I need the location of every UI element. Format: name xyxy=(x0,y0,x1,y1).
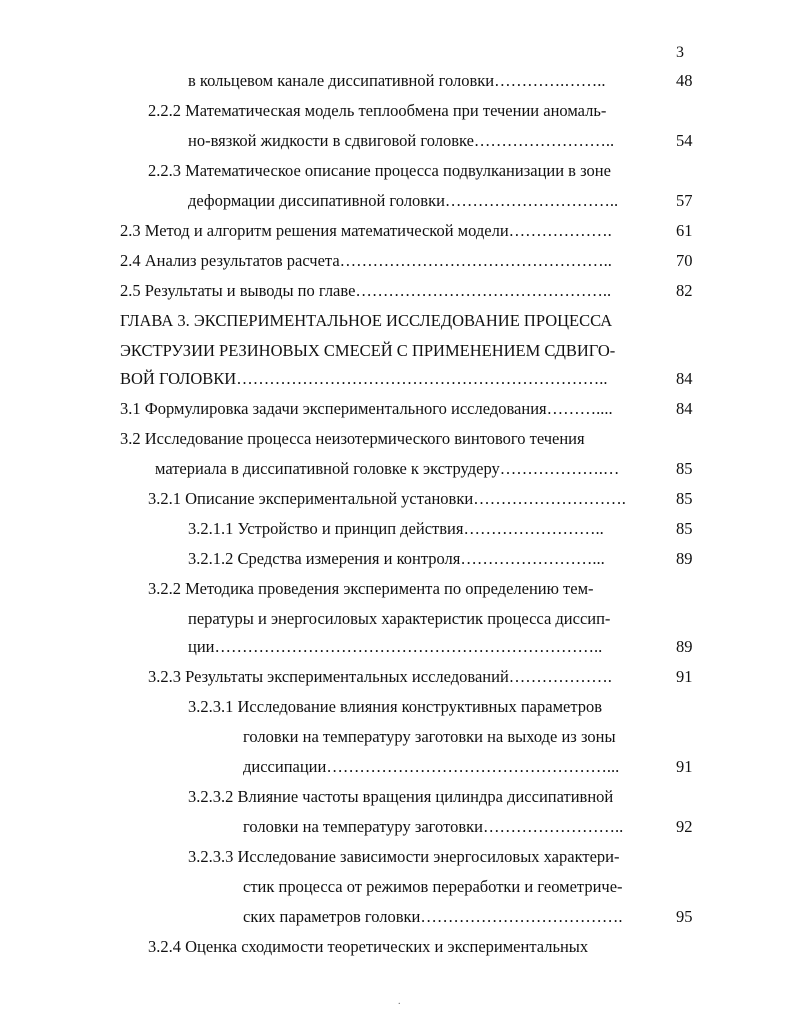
toc-page: 54 xyxy=(676,131,693,150)
toc-line: 3.2.3.3 Исследование зависимости энергосиловых характери- xyxy=(188,847,620,866)
toc-line: 3.2.3.1 Исследование влияния конструктивных параметров xyxy=(188,697,603,716)
toc-line: в кольцевом канале диссипативной головки………….…….. xyxy=(188,71,606,90)
stray-mark: . xyxy=(398,996,401,1007)
toc-line: пературы и энергосиловых характеристик процесса диссип- xyxy=(188,609,611,628)
toc-page: 82 xyxy=(676,281,693,300)
toc-page: 89 xyxy=(676,549,693,568)
chapter-heading-line: ГЛАВА 3. ЭКСПЕРИМЕНТАЛЬНОЕ ИССЛЕДОВАНИЕ ПРОЦЕССА xyxy=(120,311,613,330)
toc-line: 3.2.3 Результаты экспериментальных исследований………………. xyxy=(148,667,612,686)
toc-page: 85 xyxy=(676,489,693,508)
chapter-heading-line: ЭКСТРУЗИИ РЕЗИНОВЫХ СМЕСЕЙ С ПРИМЕНЕНИЕМ СДВИГО- xyxy=(120,341,616,360)
toc-line: головки на температуру заготовки на выходе из зоны xyxy=(243,727,616,746)
toc-line: 3.2.1.1 Устройство и принцип действия…………………….. xyxy=(188,519,604,538)
toc-page: 57 xyxy=(676,191,693,210)
toc-line: стик процесса от режимов переработки и геометриче- xyxy=(243,877,623,896)
toc-page: 89 xyxy=(676,637,693,656)
toc-page: 48 xyxy=(676,71,693,90)
toc-line: 3.1 Формулировка задачи экспериментального исследования……….... xyxy=(120,399,613,418)
toc-line: ции…………………………………………………………….. xyxy=(188,637,603,656)
toc-page: 70 xyxy=(676,251,693,270)
toc-line: но-вязкой жидкости в сдвиговой головке…………………….. xyxy=(188,131,615,150)
toc-line: 3.2.1 Описание экспериментальной установки………………………. xyxy=(148,489,626,508)
toc-line: материала в диссипативной головке к экструдеру……………….… xyxy=(155,459,620,478)
toc-page: 85 xyxy=(676,459,693,478)
toc-line: 3.2 Исследование процесса неизотермического винтового течения xyxy=(120,429,585,448)
toc-line: деформации диссипативной головки………………………….. xyxy=(188,191,619,210)
toc-page: 91 xyxy=(676,667,693,686)
toc-line: 2.5 Результаты и выводы по главе……………………………………….. xyxy=(120,281,612,300)
toc-line: 3.2.4 Оценка сходимости теоретических и экспериментальных xyxy=(148,937,589,956)
toc-line: 3.2.3.2 Влияние частоты вращения цилиндра диссипативной xyxy=(188,787,614,806)
toc-line: 2.2.3 Математическое описание процесса подвулканизации в зоне xyxy=(148,161,611,180)
toc-line: 2.4 Анализ результатов расчета………………………………………….. xyxy=(120,251,612,270)
toc-page: 84 xyxy=(676,369,693,388)
toc-line: 2.2.2 Математическая модель теплообмена при течении аномаль- xyxy=(148,101,607,120)
toc-page: 61 xyxy=(676,221,693,240)
toc-line: 2.3 Метод и алгоритм решения математической модели………………. xyxy=(120,221,612,240)
toc-page: 84 xyxy=(676,399,693,418)
toc-page: 95 xyxy=(676,907,693,926)
toc-page: 85 xyxy=(676,519,693,538)
chapter-heading-line: ВОЙ ГОЛОВКИ………………………………………………………….. xyxy=(120,369,608,388)
toc-page: 91 xyxy=(676,757,693,776)
toc-line: 3.2.1.2 Средства измерения и контроля……………………... xyxy=(188,549,605,568)
toc-line: ских параметров головки………………………………. xyxy=(243,907,623,926)
toc-line: диссипации……………………………………………... xyxy=(243,757,620,776)
toc-line: 3.2.2 Методика проведения эксперимента по определению тем- xyxy=(148,579,594,598)
page-number: 3 xyxy=(676,44,684,61)
toc-line: головки на температуру заготовки…………………….. xyxy=(243,817,624,836)
toc-page: 92 xyxy=(676,817,693,836)
